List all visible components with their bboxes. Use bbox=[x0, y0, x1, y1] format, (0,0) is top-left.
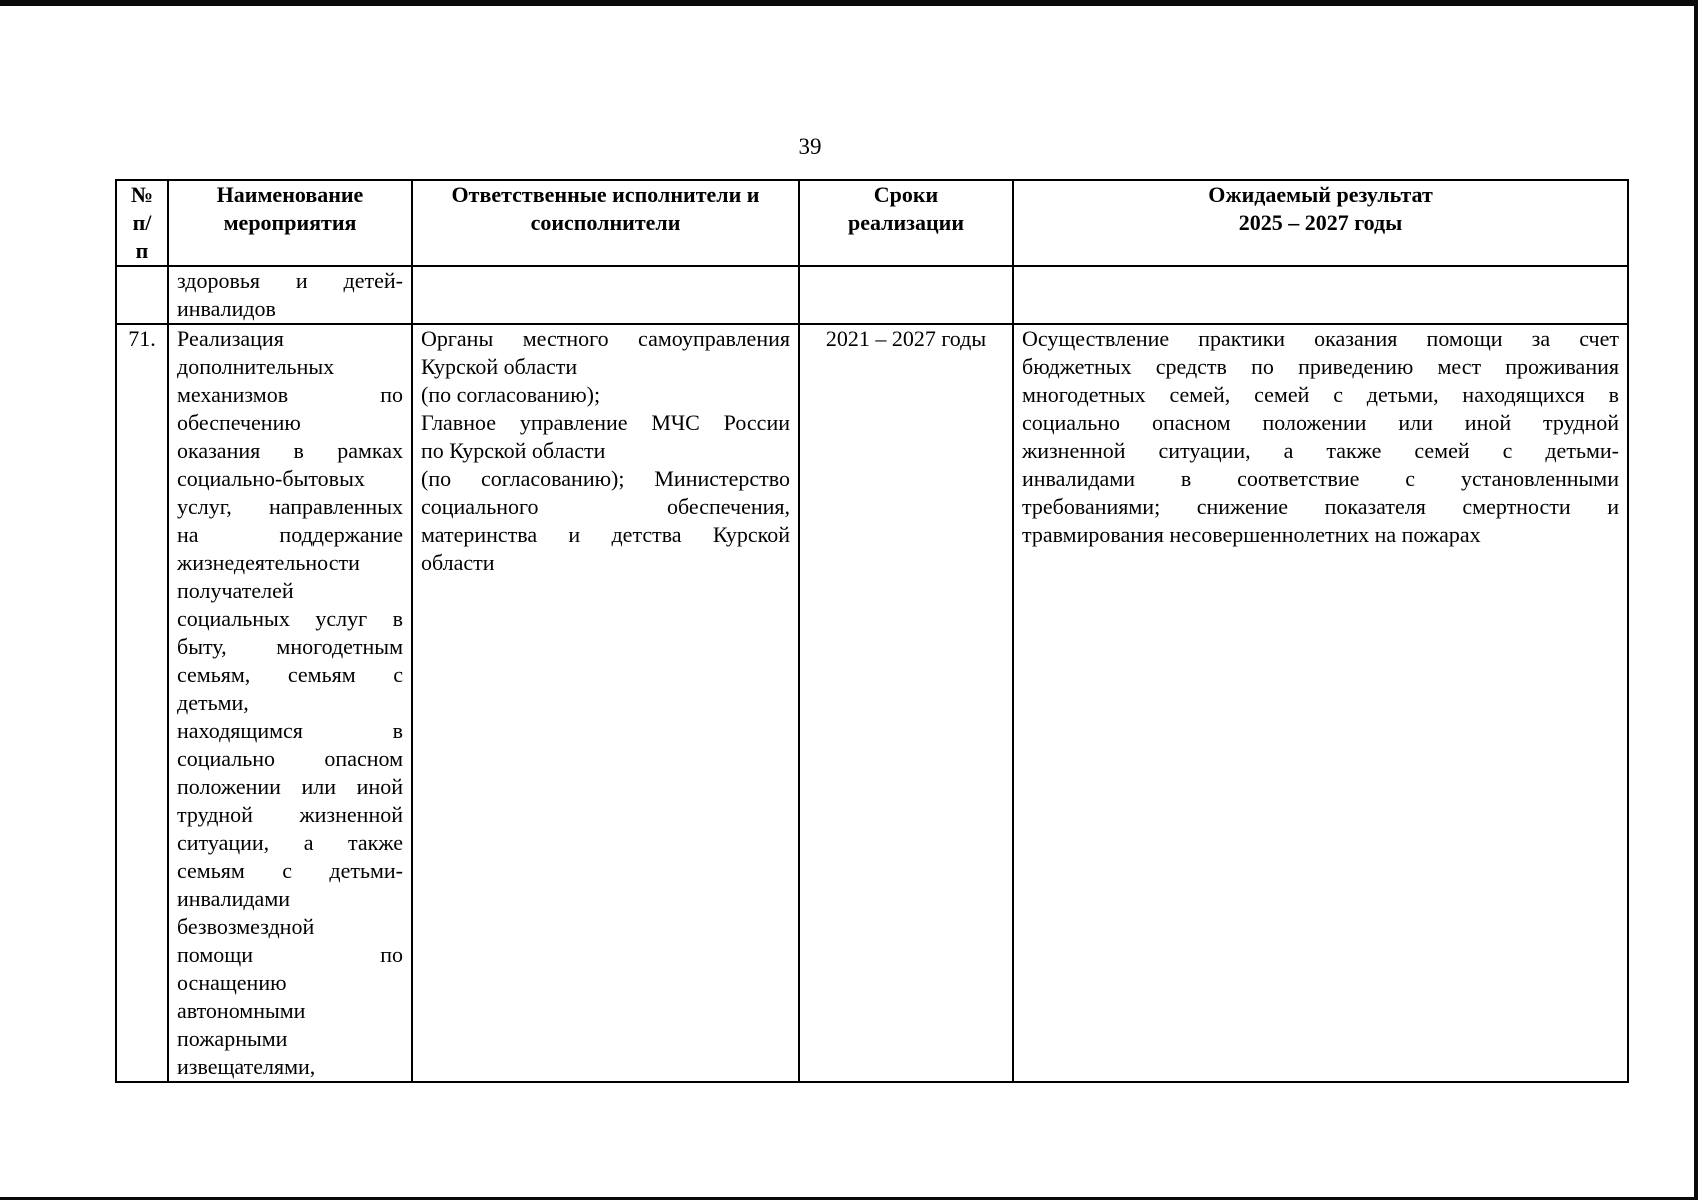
cell-line: по Курской области bbox=[421, 438, 606, 463]
cell-line: инвалидами в соответствие с установленными bbox=[1022, 466, 1619, 491]
header-name-line: мероприятия bbox=[223, 210, 357, 235]
cell-line: травмирования несовершеннолетних на пожарах bbox=[1022, 522, 1481, 547]
measures-table bbox=[115, 179, 1629, 1083]
cell-line: быту, многодетным bbox=[177, 634, 403, 659]
header-result-line: Ожидаемый результат bbox=[1208, 182, 1433, 207]
cell-line: жизнедеятельности bbox=[177, 550, 360, 575]
cell-line: (по согласованию); bbox=[421, 382, 601, 407]
cell-line: социально опасном положении или иной трудной bbox=[1022, 410, 1619, 435]
cell-line: жизненной ситуации, а также семей с детьми- bbox=[1022, 438, 1619, 463]
table-header-row bbox=[116, 180, 1628, 266]
header-num-line: п bbox=[135, 238, 149, 263]
cell-line: на поддержание bbox=[177, 522, 403, 547]
cell-line: пожарными bbox=[177, 1026, 288, 1051]
cell-line: социального обеспечения, bbox=[421, 494, 790, 519]
cell-line: безвозмездной bbox=[177, 914, 315, 939]
cell-line: оказания в рамках bbox=[177, 438, 403, 463]
cell-num bbox=[116, 266, 168, 324]
header-responsible bbox=[412, 180, 799, 266]
cell-line: находящимся в bbox=[177, 718, 403, 743]
header-num bbox=[116, 180, 168, 266]
cell-line: дополнительных bbox=[177, 354, 335, 379]
table-row-continuation bbox=[116, 266, 1628, 324]
cell-line: Органы местного самоуправления bbox=[421, 326, 790, 351]
cell-line: трудной жизненной bbox=[177, 802, 403, 827]
cell-line: (по согласованию); Министерство bbox=[421, 466, 790, 491]
cell-result bbox=[1013, 324, 1628, 1082]
scan-edge-top bbox=[0, 0, 1698, 6]
cell-line: получателей bbox=[177, 578, 294, 603]
cell-line: бюджетных средств по приведению мест проживания bbox=[1022, 354, 1619, 379]
cell-line: Реализация bbox=[177, 326, 284, 351]
cell-line: ситуации, а также bbox=[177, 830, 403, 855]
cell-line: помощи по bbox=[177, 942, 403, 967]
header-result-line: 2025 – 2027 годы bbox=[1238, 210, 1403, 235]
cell-line: услуг, направленных bbox=[177, 494, 403, 519]
cell-name bbox=[168, 324, 412, 1082]
scan-edge-right bbox=[1694, 0, 1698, 1200]
cell-responsible bbox=[412, 266, 799, 324]
cell-responsible bbox=[412, 324, 799, 1082]
cell-line: автономными bbox=[177, 998, 306, 1023]
cell-line: Осуществление практики оказания помощи за счет bbox=[1022, 326, 1619, 351]
cell-line: детьми, bbox=[177, 690, 249, 715]
cell-name bbox=[168, 266, 412, 324]
header-responsible-line: соисполнители bbox=[530, 210, 681, 235]
cell-line: Главное управление МЧС России bbox=[421, 410, 790, 435]
cell-terms bbox=[799, 266, 1013, 324]
header-terms-line: Сроки bbox=[873, 182, 939, 207]
cell-line: семьям с детьми- bbox=[177, 858, 403, 883]
cell-line: требованиями; снижение показателя смертности и bbox=[1022, 494, 1619, 519]
cell-line: механизмов по bbox=[177, 382, 403, 407]
cell-line: инвалидами bbox=[177, 886, 291, 911]
cell-line: положении или иной bbox=[177, 774, 403, 799]
cell-line: многодетных семей, семей с детьми, находящихся в bbox=[1022, 382, 1619, 407]
cell-result bbox=[1013, 266, 1628, 324]
cell-line: семьям, семьям с bbox=[177, 662, 403, 687]
header-result bbox=[1013, 180, 1628, 266]
header-num-line: п/ bbox=[132, 210, 152, 235]
header-name-line: Наименование bbox=[216, 182, 364, 207]
header-terms-line: реализации bbox=[847, 210, 965, 235]
header-terms bbox=[799, 180, 1013, 266]
cell-line: материнства и детства Курской bbox=[421, 522, 790, 547]
header-num-line: № bbox=[130, 182, 154, 207]
table-row-71 bbox=[116, 324, 1628, 1082]
page-number: 39 bbox=[798, 134, 822, 159]
cell-line: социально-бытовых bbox=[177, 466, 365, 491]
cell-terms: 2021 – 2027 годы bbox=[799, 324, 1013, 1082]
cell-line: инвалидов bbox=[177, 296, 276, 321]
cell-line: социальных услуг в bbox=[177, 606, 403, 631]
cell-line: здоровья и детей- bbox=[177, 268, 403, 293]
cell-line: обеспечению bbox=[177, 410, 301, 435]
header-name bbox=[168, 180, 412, 266]
cell-num: 71. bbox=[116, 324, 168, 1082]
cell-line: Курской области bbox=[421, 354, 578, 379]
cell-line: социально опасном bbox=[177, 746, 403, 771]
header-responsible-line: Ответственные исполнители и bbox=[451, 182, 760, 207]
cell-line: области bbox=[421, 550, 495, 575]
cell-line: извещателями, bbox=[177, 1054, 316, 1079]
cell-line: оснащению bbox=[177, 970, 287, 995]
